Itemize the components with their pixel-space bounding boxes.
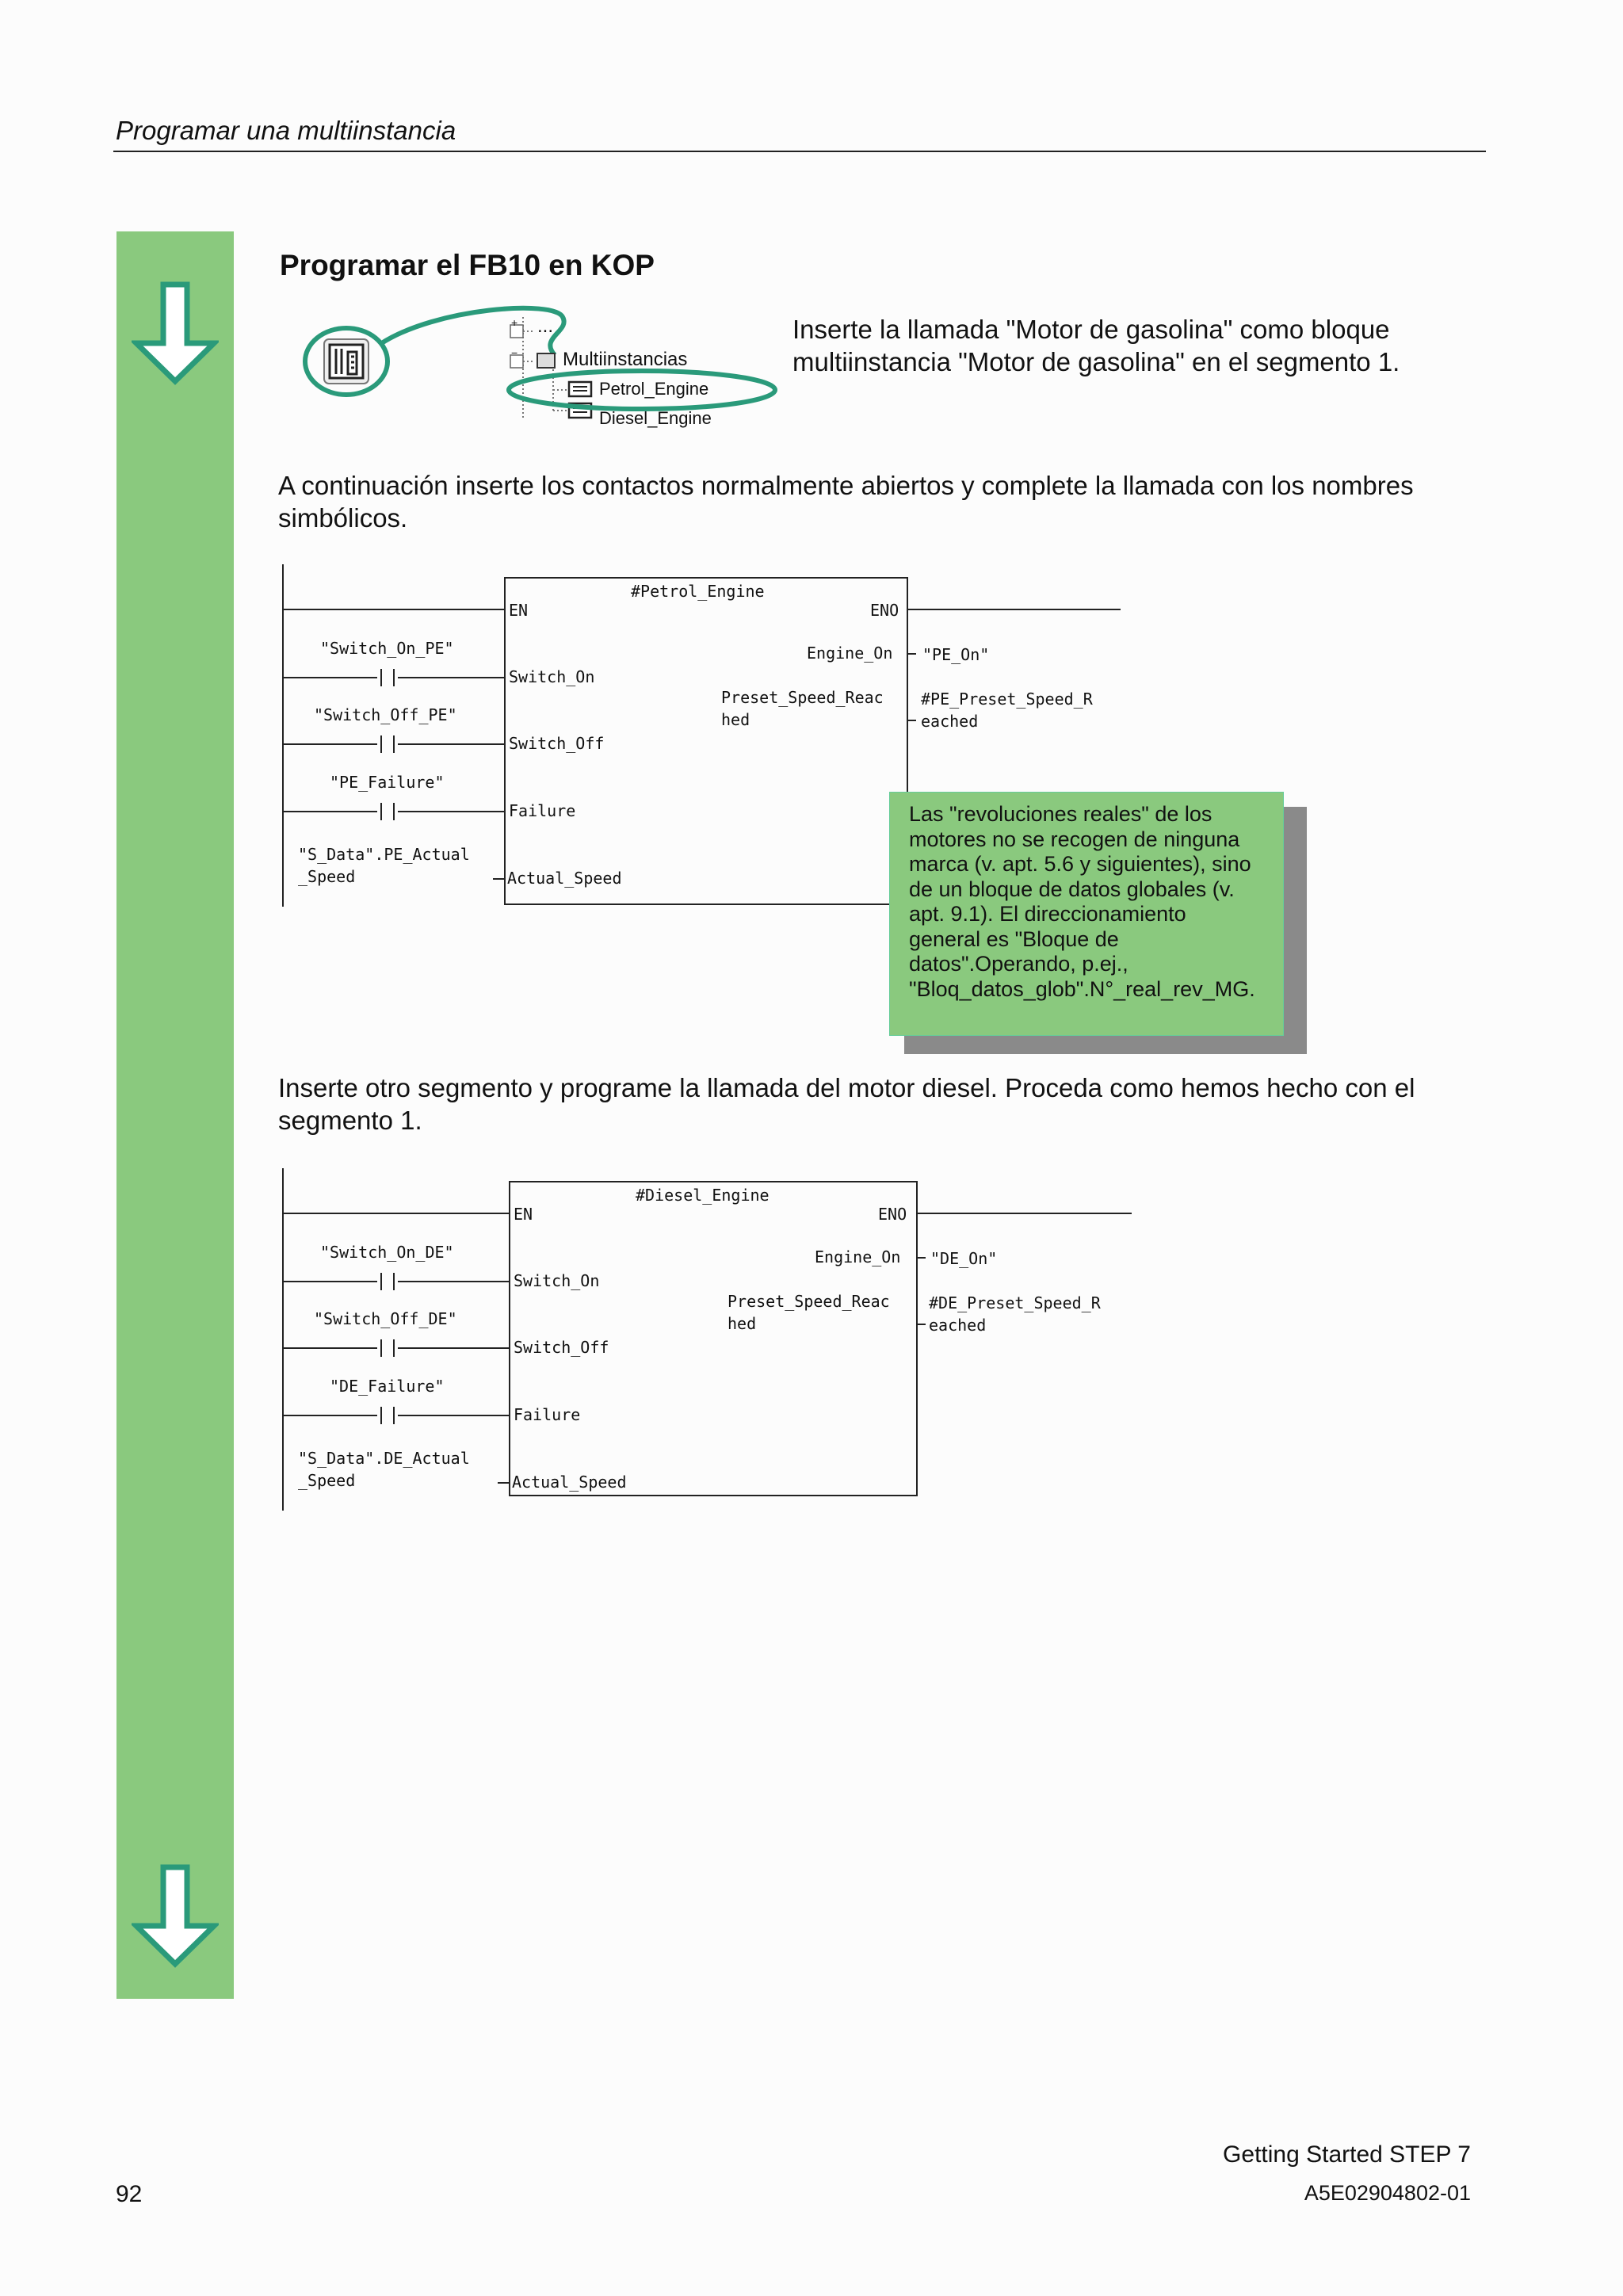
running-header: Programar una multiinstancia [116,116,456,145]
intro-line-2: multiinstancia "Motor de gasolina" en el segmento 1. [792,347,1400,376]
contact-no-icon [377,1272,398,1291]
note-line: motores no se recogen de ninguna [909,827,1240,851]
header-rule [113,151,1486,152]
expand-plus-icon[interactable]: + [511,316,518,329]
input-pin: Actual_Speed [512,1473,627,1492]
input-pin: Failure [509,801,576,820]
page-number: 92 [116,2181,143,2207]
speed-operand-cont: _Speed [298,1471,356,1490]
intro-line-1: Inserte la llamada "Motor de gasolina" como bloque [792,315,1390,344]
speed-wire [493,878,504,880]
note-line: Las "revoluciones reales" de los [909,802,1212,826]
note-line: de un bloque de datos globales (v. [909,877,1235,901]
en-wire [282,609,506,610]
arrow-down-end-icon [132,1864,219,1969]
contact-operand: "PE_Failure" [330,773,445,792]
collapse-minus-icon[interactable]: − [511,346,518,359]
footer-doc-title: Getting Started STEP 7 [1223,2141,1471,2168]
footer-doc-number: A5E02904802-01 [1304,2181,1471,2205]
step-sidebar [116,231,234,1999]
para1-line-2: simbólicos. [278,503,408,533]
note-box [889,792,1284,1036]
power-rail [282,564,284,907]
para2-line-1: Inserte otro segmento y programe la llamada del motor diesel. Proceda como hemos hecho con el [278,1073,1415,1102]
eno-wire [918,1213,1132,1214]
output-operand: "DE_On" [930,1249,998,1268]
para2-line-2: segmento 1. [278,1106,422,1135]
note-line: general es "Bloque de [909,926,1119,951]
output-pin-cont: hed [727,1314,757,1333]
instruction-paragraph-1 [278,469,1414,534]
eno-pin: ENO [870,601,899,620]
en-pin: EN [514,1205,533,1224]
input-pin: Switch_On [509,667,595,686]
output-wire [918,1257,926,1259]
eno-pin: ENO [878,1205,907,1224]
speed-operand: "S_Data".DE_Actual [298,1449,470,1468]
tree-item-petrol-engine[interactable]: Petrol_Engine [599,379,709,399]
speed-operand-cont: _Speed [298,867,356,886]
contact-no-icon [377,1339,398,1358]
output-pin: Preset_Speed_Reac [727,1292,890,1311]
input-pin: Switch_Off [509,734,605,753]
output-wire [918,1324,926,1325]
contact-no-icon [377,802,398,821]
intro-text [792,313,1400,378]
power-rail [282,1168,284,1511]
tree-ellipsis: ... [537,315,554,337]
input-pin: Actual_Speed [507,869,622,888]
output-operand: #DE_Preset_Speed_R [929,1293,1101,1312]
tree-folder-multiinstancias[interactable]: Multiinstancias [563,349,688,370]
ladder-network-diesel [279,1168,1143,1517]
input-pin: Switch_On [514,1271,600,1290]
input-pin: Failure [514,1405,581,1424]
input-pin: Switch_Off [514,1338,609,1357]
contact-operand: "DE_Failure" [330,1377,445,1396]
speed-wire [498,1482,509,1484]
contact-operand: "Switch_On_PE" [320,639,454,658]
note-line: apt. 9.1). El direccionamiento [909,902,1186,926]
note-line: marca (v. apt. 5.6 y siguientes), sino [909,852,1251,876]
output-pin-cont: hed [721,710,750,729]
output-operand: "PE_On" [922,645,990,664]
en-pin: EN [509,601,529,620]
en-wire [282,1213,510,1214]
instruction-paragraph-2 [278,1072,1415,1137]
output-operand-cont: eached [929,1316,987,1335]
output-pin: Engine_On [807,644,893,663]
eno-wire [908,609,1121,610]
note-line: datos".Operando, p.ej., [909,952,1128,976]
output-operand-cont: eached [921,712,979,731]
arrow-down-icon [132,281,219,386]
output-operand: #PE_Preset_Speed_R [921,690,1093,709]
output-pin: Preset_Speed_Reac [721,688,884,707]
output-wire [908,720,916,721]
block-instance-name: #Diesel_Engine [636,1186,769,1205]
note-line: "Bloq_datos_glob".N°_real_rev_MG. [909,976,1255,1001]
tree-item-diesel-engine[interactable]: Diesel_Engine [599,408,712,428]
block-instance-name: #Petrol_Engine [631,582,765,601]
multiinstance-tree-snippet [301,300,792,441]
speed-operand: "S_Data".PE_Actual [298,845,470,864]
contact-operand: "Switch_Off_PE" [314,705,457,724]
output-wire [908,653,916,655]
contact-no-icon [377,1406,398,1425]
step-title: Programar el FB10 en KOP [280,249,655,281]
contact-no-icon [377,668,398,687]
output-pin: Engine_On [815,1247,901,1266]
contact-no-icon [377,735,398,754]
para1-line-1: A continuación inserte los contactos normalmente abiertos y complete la llamada con los nombres [278,471,1414,500]
contact-operand: "Switch_Off_DE" [314,1309,457,1328]
contact-operand: "Switch_On_DE" [320,1243,454,1262]
